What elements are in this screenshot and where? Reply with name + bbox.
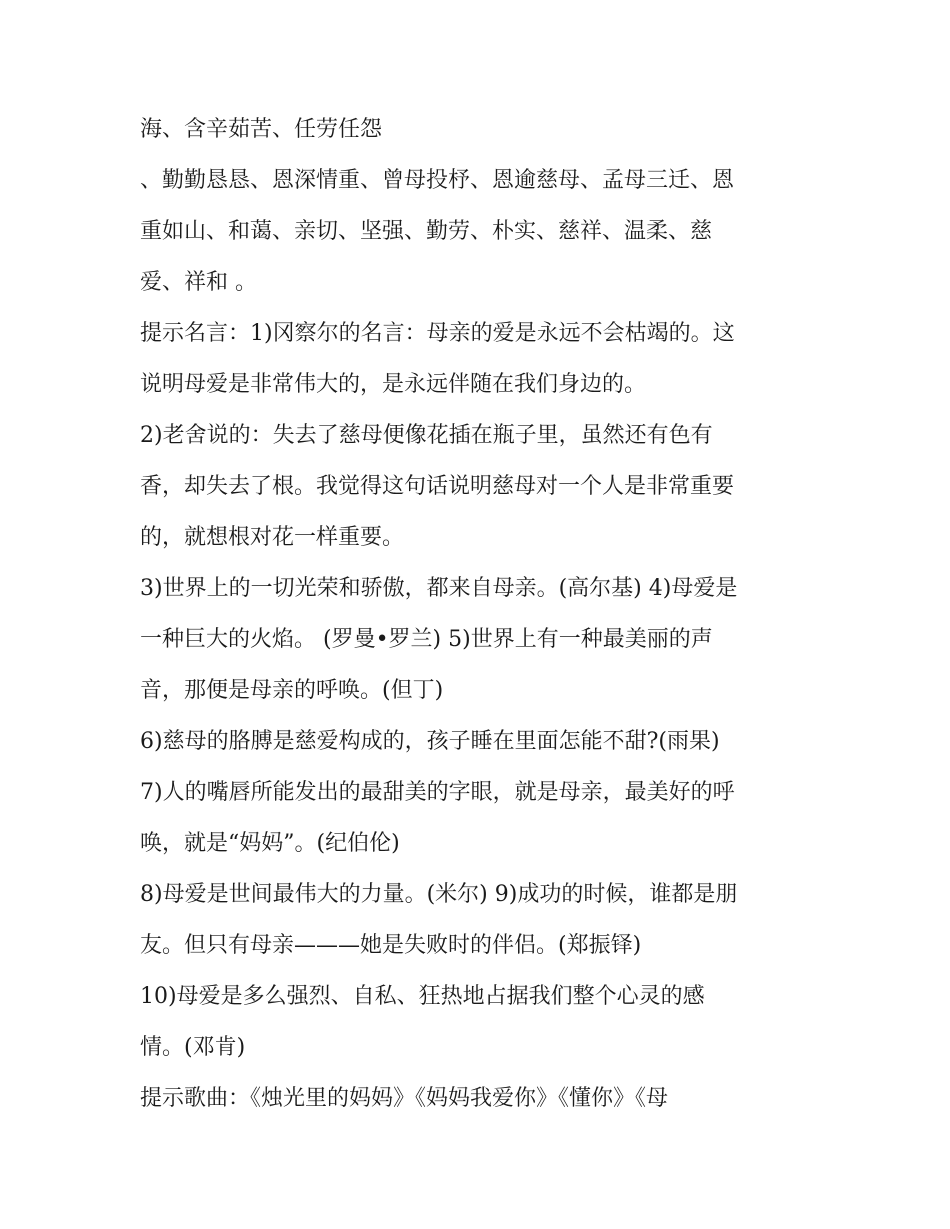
text-line: 说明母爱是非常伟大的，是永远伴随在我们身边的。 (140, 372, 647, 397)
text-line: 3)世界上的一切光荣和骄傲，都来自母亲。(高尔基) 4)母爱是 (140, 576, 738, 601)
text-line: 一种巨大的火焰。 (罗曼•罗兰) 5)世界上有一种最美丽的声 (140, 627, 713, 652)
text-line: 10)母爱是多么强烈、自私、狂热地占据我们整个心灵的感 (140, 984, 705, 1009)
text-line: 友。但只有母亲———她是失败时的伴侣。(郑振铎) (140, 933, 642, 958)
text-line: 香，却失去了根。我觉得这句话说明慈母对一个人是非常重要 (140, 474, 735, 499)
text-line: 唤，就是“妈妈”。(纪伯伦) (140, 831, 400, 856)
text-line: 海、含辛茹苦、任劳任怨 (140, 117, 383, 142)
document-body (140, 104, 840, 1124)
text-line: 爱、祥和 。 (140, 270, 257, 295)
text-line: 提示歌曲：《烛光里的妈妈》《妈妈我爱你》《懂你》《母 (140, 1086, 669, 1111)
text-line: 重如山、和蔼、亲切、坚强、勤劳、朴实、慈祥、温柔、慈 (140, 219, 713, 244)
text-line: 2)老舍说的：失去了慈母便像花插在瓶子里，虽然还有色有 (140, 423, 713, 448)
text-line: 、勤勤恳恳、恩深情重、曾母投杼、恩逾慈母、孟母三迁、恩 (140, 168, 735, 193)
text-line: 提示名言：1)冈察尔的名言：母亲的爱是永远不会枯竭的。这 (140, 321, 735, 346)
text-line: 的，就想根对花一样重要。 (140, 525, 405, 550)
text-line: 音，那便是母亲的呼唤。(但丁) (140, 678, 444, 703)
text-line: 情。(邓肯) (140, 1035, 246, 1060)
text-line: 7)人的嘴唇所能发出的最甜美的字眼，就是母亲，最美好的呼 (140, 780, 735, 805)
text-line: 6)慈母的胳膊是慈爱构成的，孩子睡在里面怎能不甜?(雨果) (140, 729, 720, 754)
text-line: 8)母爱是世间最伟大的力量。(米尔) 9)成功的时候，谁都是朋 (140, 882, 738, 907)
